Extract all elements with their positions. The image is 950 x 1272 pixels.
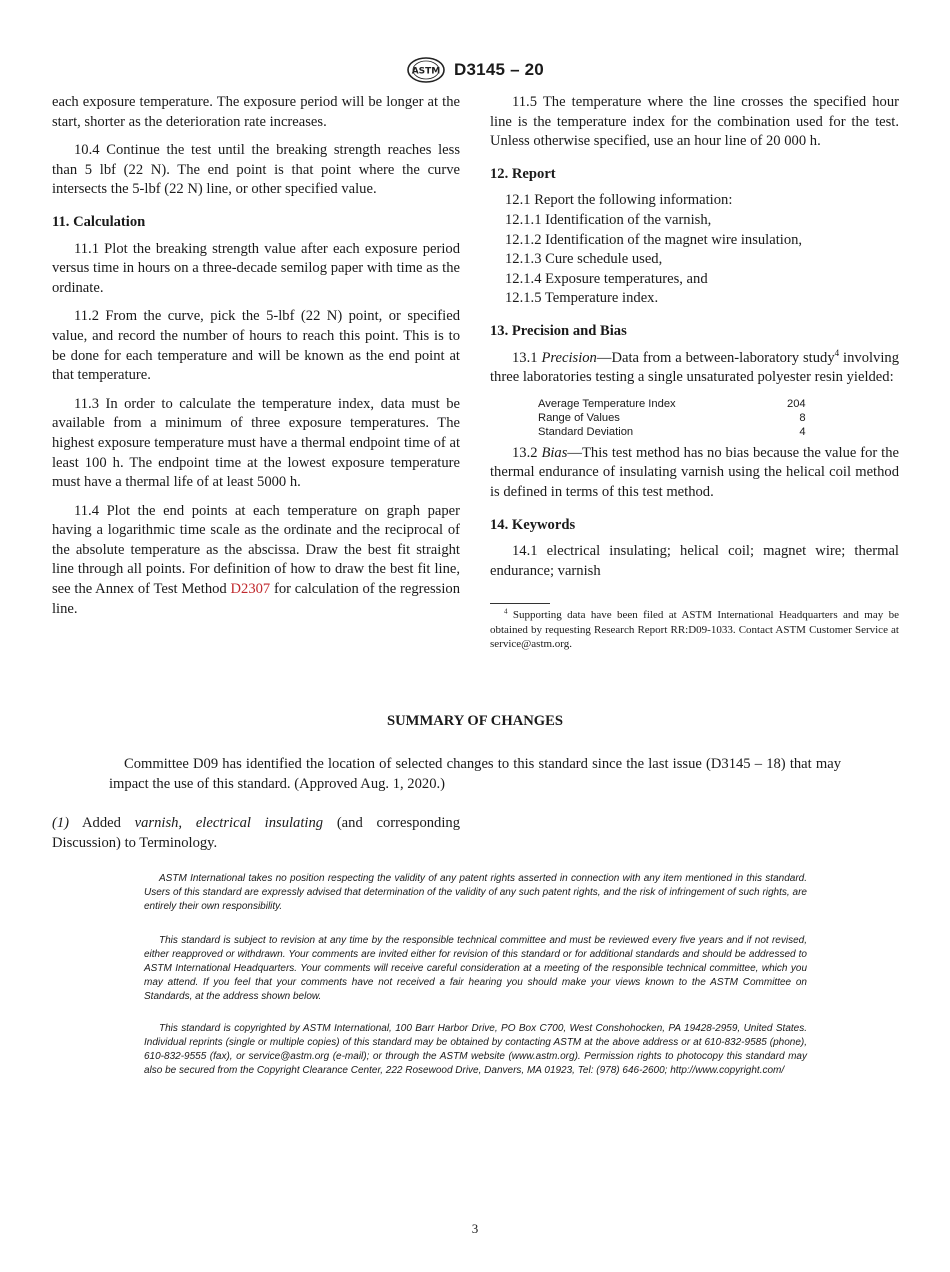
summary-text: Committee D09 has identified the location of selected changes to this standard since the last issue (D3145 – 18) that may impact the use of this standard. (Approved Aug. 1, 2020.) [109, 756, 841, 792]
table-row [538, 425, 806, 439]
page-number: 3 [471, 1221, 479, 1236]
table-cell-label: Range of Values [538, 411, 620, 424]
paragraph-10-4: 10.4 Continue the test until the breaking strength reaches less than 5 lbf (22 N). The end point is that point where the curve intersects the 5-lbf (22 N) line, or other specified value. [52, 142, 460, 198]
footnote-text: Supporting data have been filed at ASTM International Headquarters and may be obtained by requesting Research Report RR:D09-1033. Contact ASTM Customer Service at service@astm.org. [490, 609, 899, 651]
table-cell-value: 4 [799, 425, 806, 438]
precision-table [538, 397, 806, 439]
heading-report: 12. Report [490, 165, 556, 182]
paragraph-11-3: 11.3 In order to calculate the temperature index, data must be available from a minimum of three exposure temperatures. The highest exposure temperature must have a thermal endpoint time of at least 100 h. The endpoint time at the lowest exposure temperature must have a thermal life of at least 5000 h. [52, 395, 460, 491]
document-code: D3145 – 20 [454, 60, 544, 79]
astm-logo-icon [406, 57, 446, 83]
legal-copyright: This standard is copyrighted by ASTM International, 100 Barr Harbor Drive, PO Box C700, West Conshohocken, PA 19428-2959, United States. Individual reprints (single or multiple copies) of this standard may be obtained by contacting ASTM at the above address or at 610-832-9585 (phone), 610-832-9555 (fax), or service@astm.org (e-mail); or through the ASTM website (www.astm.org). Permission rights to photocopy this standard may also be secured from the Copyright Clearance Center, 222 Rosewood Drive, Danvers, MA 01923, Tel: (978) 646-2600; http://www.copyright.com/ [144, 1023, 807, 1076]
paragraph-11-2: 11.2 From the curve, pick the 5-lbf (22 N) point, or specified value, and record the number of hours to reach this point. This is to be done for each temperature and will be known as the end point at that temperature. [52, 308, 460, 384]
paragraph-13-1 [490, 349, 899, 388]
paragraph-11-4 [52, 502, 460, 620]
paragraph-13-2-text: —This test method has no bias because the value for the thermal endurance of insulating varnish using the helical coil method is defined in terms of this test method. [490, 444, 899, 500]
change-item [52, 814, 460, 853]
precision-term: Precision [541, 349, 597, 366]
footnote [490, 608, 899, 652]
heading-keywords: 14. Keywords [490, 516, 576, 533]
svg-text:ASTM: ASTM [411, 66, 441, 77]
clause-number: 13.1 [512, 349, 542, 366]
list-item: 12.1.4 Exposure temperatures, and [505, 270, 708, 287]
paragraph-cont: each exposure temperature. The exposure period will be longer at the start, shorter as the deterioration rate increases. [52, 94, 460, 130]
paragraph-13-2 [490, 444, 899, 503]
change-text: Added [69, 815, 135, 831]
paragraph-11-1: 11.1 Plot the breaking strength value after each exposure period versus time in hours on a three-decade semilog paper with time as the ordinate. [52, 240, 460, 296]
list-item: 12.1.3 Cure schedule used, [505, 251, 663, 268]
d2307-link[interactable]: D2307 [230, 581, 271, 598]
change-term: varnish, electrical insulating [134, 815, 324, 831]
footnote-divider [490, 603, 550, 604]
paragraph-14-1: 14.1 electrical insulating; helical coil; magnet wire; thermal endurance; varnish [490, 543, 899, 579]
list-item: 12.1 Report the following information: [505, 192, 733, 209]
list-item: 12.1.2 Identification of the magnet wire insulation, [505, 231, 803, 248]
table-row [538, 411, 806, 425]
table-cell-label: Average Temperature Index [538, 397, 676, 410]
list-item: 12.1.5 Temperature index. [505, 290, 659, 307]
table-row [538, 397, 806, 411]
clause-number: 13.2 [512, 444, 542, 461]
paragraph-13-1-end: involving three laboratories testing a single unsaturated polyester resin yielded: [490, 349, 899, 386]
heading-precision-bias: 13. Precision and Bias [490, 322, 627, 339]
paragraph-11-4-text: 11.4 Plot the end points at each temperature on graph paper having a logarithmic time scale as the ordinate and the reciprocal of the absolute temperature as the abscissa. Draw the best fit straight line through all points. For definition of how to draw the best fit line, see the Annex of Test Method [52, 502, 460, 598]
table-cell-label: Standard Deviation [538, 425, 634, 438]
table-cell-value: 8 [799, 411, 806, 424]
left-column [52, 93, 460, 628]
legal-revision: This standard is subject to revision at any time by the responsible technical committee and must be reviewed every five years and if not revised, either reapproved or withdrawn. Your comments are invited either for revision of this standard or for additional standards and should be addressed to ASTM International Headquarters. Your comments will receive careful consideration at a meeting of the responsible technical committee, which you may attend. If you feel that your comments have not received a fair hearing you should make your views known to the ASTM Committee on Standards, at the address shown below. [144, 935, 807, 1002]
summary-title: SUMMARY OF CHANGES [387, 713, 563, 729]
paragraph-11-4-end: for calculation of the regression line. [52, 581, 460, 617]
page-header [0, 57, 950, 81]
change-text-end: (and corresponding Discussion) to Terminology. [52, 815, 460, 851]
footnote-number: 4 [504, 607, 508, 616]
bias-term: Bias [541, 444, 568, 461]
heading-calculation: 11. Calculation [52, 213, 146, 230]
right-column [490, 93, 899, 652]
footnote-ref[interactable]: 4 [834, 347, 840, 358]
legal-patent: ASTM International takes no position respecting the validity of any patent rights asserted in connection with any item mentioned in this standard. Users of this standard are expressly advised that determination of the validity of any such patent rights, and the risk of infringement of such rights, are entirely their own responsibility. [144, 873, 807, 912]
list-item: 12.1.1 Identification of the varnish, [505, 211, 712, 228]
report-list [490, 191, 899, 309]
paragraph-11-5: 11.5 The temperature where the line crosses the specified hour line is the temperature index for the combination used for the test. Unless otherwise specified, use an hour line of 20 000 h. [490, 94, 899, 150]
paragraph-13-1-text: —Data from a between-laboratory study [596, 349, 835, 366]
table-cell-value: 204 [786, 397, 806, 410]
change-number: (1) [52, 815, 70, 831]
